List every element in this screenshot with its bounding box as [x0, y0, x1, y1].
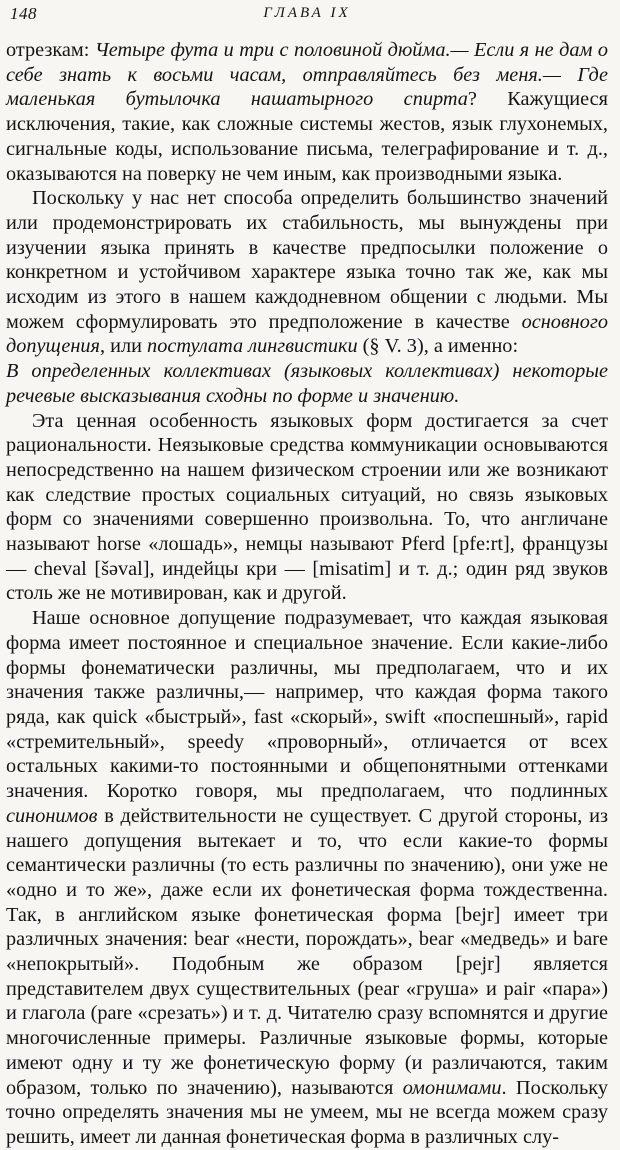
text-span: в действительности не существует. С другой стороны, из нашего допущения вытекает и то, что если какие-то формы семантически различны (то есть различны по значению), они уже не «одно и то же», даже если их фонетическая форма тождественна. Так, в английском языке фонетическая форма [bejr] имеет три различных значения: bear «нести, порождать», bear «медведь» и bare «непокрытый». Подобным же образом [pejr] является представителем двух существительных (pear «груша» и pair «пара») и глагола (pare «срезать») и т. д. Читателю сразу вспомнятся и другие многочисленные примеры. Различные языковые формы, которые имеют одну и ту же фонетическую форму (и различаются, таким образом, только по значению), называются [6, 804, 608, 1099]
text-span: Поскольку у нас нет способа определить большинство значений или продемонстрировать их стабильность, мы вынуждены при изучении языка принять в качестве предпосылки положение о конкретном и устойчивом характере языка точно так же, как мы исходим из этого в нашем каждодневном общении с людьми. Мы можем сформулировать это предположение в качестве [6, 187, 608, 333]
text-span: Эта ценная особенность языковых форм достигается за счет рациональности. Неязыковые средства коммуникации основываются непосредственно на нашем физическом строении или же возникают как следствие простых социальных ситуаций, но связь языковых форм со значениями совершенно произвольна. То, что англичане называют horse «лошадь», немцы называют Pferd [pfe:rt], французы — cheval [šəval], индейцы кри — [misatim] и т. д.; один ряд звуков столь же не мотивирован, как и другой. [6, 409, 608, 605]
italic-span: омонимами [402, 1076, 502, 1099]
text-span: отрезкам: [6, 39, 95, 61]
postulate-quote [6, 359, 608, 408]
text-span: (§ V. 3), а именно: [357, 335, 519, 358]
running-head: ГЛАВА IX [263, 5, 351, 21]
italic-span: В определенных коллективах (языковых коллективах) некоторые речевые высказывания сходны по форме и значению. [6, 360, 608, 407]
italic-span: синонимов [6, 804, 98, 827]
text-span: Наше основное допущение подразумевает, что каждая языковая форма имеет постоянное и специальное значение. Если какие-либо формы фонематически различны, мы предполагаем, что и их значения также различны,— например, что каждая форма такого ряда, как quick «быстрый», fast «скорый», swift «поспешный», rapid «стремительный», speedy «проворный», отличается от всех остальных какими-то постоянными и общепонятными оттенками значения. Коротко говоря, мы предполагаем, что подлинных [6, 607, 608, 803]
italic-span: Четыре фута и три с половиной дюйма.— Если я не дам о себе знать к восьми часам, отправляйтесь без меня.— Где маленькая бутылочка нашатырного спирта [6, 39, 608, 111]
italic-span: постулата лингвистики [147, 335, 358, 358]
italic-span: основного допущения [6, 310, 608, 358]
page-number: 148 [10, 4, 37, 23]
paragraph-4 [6, 606, 608, 1149]
page-header [6, 0, 608, 34]
body-text [6, 38, 608, 1150]
paragraph-3 [6, 409, 608, 607]
paragraph-2 [6, 186, 608, 359]
text-span: , или [100, 335, 148, 358]
text-span: ? Кажущиеся исключения, такие, как сложные системы жестов, язык глухонемых, сигнальные коды, использование письма, телеграфирование и т. д., оказываются на поверку не чем иным, как производными языка. [6, 88, 609, 185]
paragraph-1 [6, 38, 608, 186]
text-span: . Поскольку точно определять значения мы не умеем, мы не всегда можем сразу решить, имеет ли данная фонетическая форма в различных слу- [6, 1076, 608, 1148]
